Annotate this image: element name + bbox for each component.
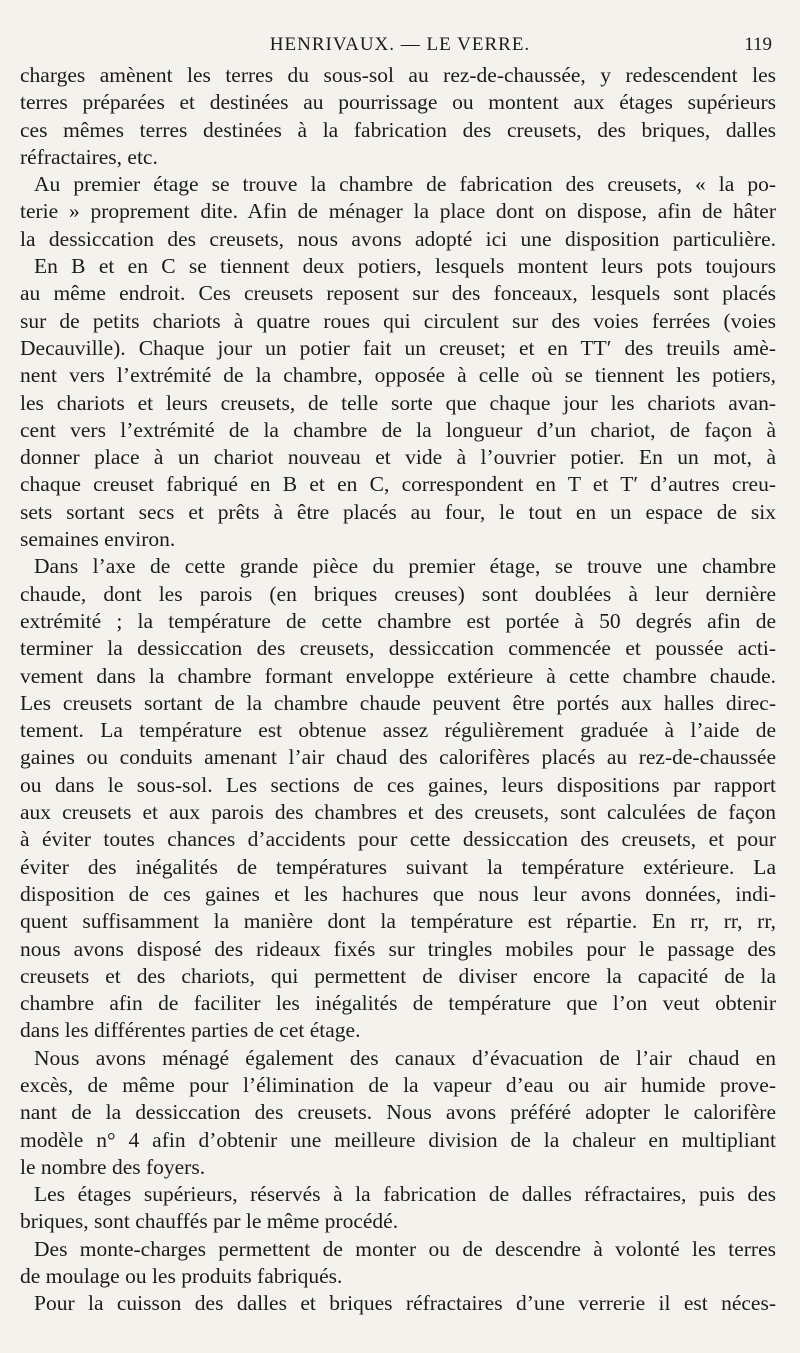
text-line: excès, de même pour l’élimination de la vapeur d’eau ou air humide prove-	[20, 1072, 776, 1097]
text-line: aux creusets et aux parois des chambres et des creusets, sont calculées de façon	[20, 800, 776, 825]
text-line: briques, sont chauffés par le même procédé.	[20, 1209, 399, 1234]
text-line: extrémité ; la température de cette chambre est portée à 50 degrés afin de	[20, 608, 776, 633]
text-line: Au premier étage se trouve la chambre de fabrication des creusets, « la po-	[34, 172, 776, 197]
text-line: cent vers l’extrémité de la chambre de la longueur d’un chariot, de façon à	[20, 417, 776, 442]
text-line: de moulage ou les produits fabriqués.	[20, 1264, 343, 1289]
text-line: au même endroit. Ces creusets reposent sur des fonceaux, lesquels sont placés	[20, 281, 776, 306]
page-number: 119	[744, 34, 772, 55]
text-line: chaude, dont les parois (en briques creuses) sont doublées à leur dernière	[20, 581, 776, 606]
text-line: terminer la dessiccation des creusets, dessiccation commencée et poussée acti-	[20, 636, 776, 661]
text-line: sur de petits chariots à quatre roues qui circulent sur des voies ferrées (voies	[20, 308, 776, 333]
text-line: charges amènent les terres du sous-sol au rez-de-chaussée, y redescendent les	[20, 63, 776, 87]
text-line: sets sortant secs et prêts à être placés au four, le tout en un espace de six	[20, 499, 776, 524]
text-line: nent vers l’extrémité de la chambre, opposée à celle où se tiennent les potiers,	[20, 363, 776, 388]
text-line: Des monte-charges permettent de monter ou de descendre à volonté les terres	[34, 1236, 776, 1261]
page-header	[20, 34, 780, 60]
text-line: ces mêmes terres destinées à la fabrication des creusets, des briques, dalles	[20, 117, 776, 142]
text-line: disposition de ces gaines et les hachures que nous leur avons données, indi-	[20, 881, 776, 906]
text-line: modèle n° 4 afin d’obtenir une meilleure division de la chaleur en multipliant	[20, 1127, 776, 1152]
text-line: gaines ou conduits amenant l’air chaud des calorifères placés au rez-de-chaussée	[20, 745, 776, 770]
text-line: terie » proprement dite. Afin de ménager la place dont on dispose, afin de hâter	[20, 199, 776, 224]
running-title: HENRIVAUX. — LE VERRE.	[269, 34, 531, 55]
text-line: à éviter toutes chances d’accidents pour cette dessiccation des creusets, et pour	[20, 827, 776, 852]
body-text	[20, 62, 776, 1318]
text-line: Dans l’axe de cette grande pièce du premier étage, se trouve une chambre	[34, 554, 776, 579]
text-line: En B et en C se tiennent deux potiers, lesquels montent leurs pots toujours	[34, 254, 776, 279]
text-line: réfractaires, etc.	[20, 144, 158, 169]
text-line: quent suffisamment la manière dont la température est répartie. En rr, rr, rr,	[20, 909, 776, 934]
text-line: le nombre des foyers.	[20, 1154, 206, 1179]
text-line: vement dans la chambre formant enveloppe extérieure à cette chambre chaude.	[20, 663, 776, 688]
text-line: chaque creuset fabriqué en B et en C, correspondent en T et T′ d’autres creu-	[20, 472, 776, 497]
text-line: semaines environ.	[20, 527, 176, 552]
text-line: ou dans le sous-sol. Les sections de ces gaines, leurs dispositions par rapport	[20, 772, 776, 797]
text-line: Les étages supérieurs, réservés à la fabrication de dalles réfractaires, puis des	[34, 1182, 776, 1207]
text-line: la dessiccation des creusets, nous avons adopté ici une disposition particulière.	[20, 226, 776, 251]
text-line: nous avons disposé des rideaux fixés sur tringles mobiles pour le passage des	[20, 936, 776, 961]
text-line: dans les différentes parties de cet étage.	[20, 1018, 361, 1043]
text-line: Nous avons ménagé également des canaux d’évacuation de l’air chaud en	[34, 1045, 776, 1070]
text-line: nant de la dessiccation des creusets. Nous avons préféré adopter le calorifère	[20, 1100, 776, 1125]
text-line: terres préparées et destinées au pourrissage ou montent aux étages supérieurs	[20, 90, 776, 115]
text-line: chambre afin de faciliter les inégalités de température que l’on veut obtenir	[20, 991, 776, 1016]
text-line: donner place à un chariot nouveau et vide à l’ouvrier potier. En un mot, à	[20, 445, 776, 470]
text-line: Les creusets sortant de la chambre chaude peuvent être portés aux halles direc-	[20, 690, 776, 715]
text-line: creusets et des chariots, qui permettent de diviser encore la capacité de la	[20, 963, 776, 988]
text-line: tement. La température est obtenue assez régulièrement graduée à l’aide de	[20, 718, 776, 743]
text-line: les chariots et leurs creusets, de telle sorte que chaque jour les chariots avan-	[20, 390, 776, 415]
text-line: éviter des inégalités de températures suivant la température extérieure. La	[20, 854, 776, 879]
text-line: Pour la cuisson des dalles et briques réfractaires d’une verrerie il est néces-	[34, 1291, 776, 1316]
text-line: Decauville). Chaque jour un potier fait un creuset; et en TT′ des treuils amè-	[20, 335, 776, 360]
